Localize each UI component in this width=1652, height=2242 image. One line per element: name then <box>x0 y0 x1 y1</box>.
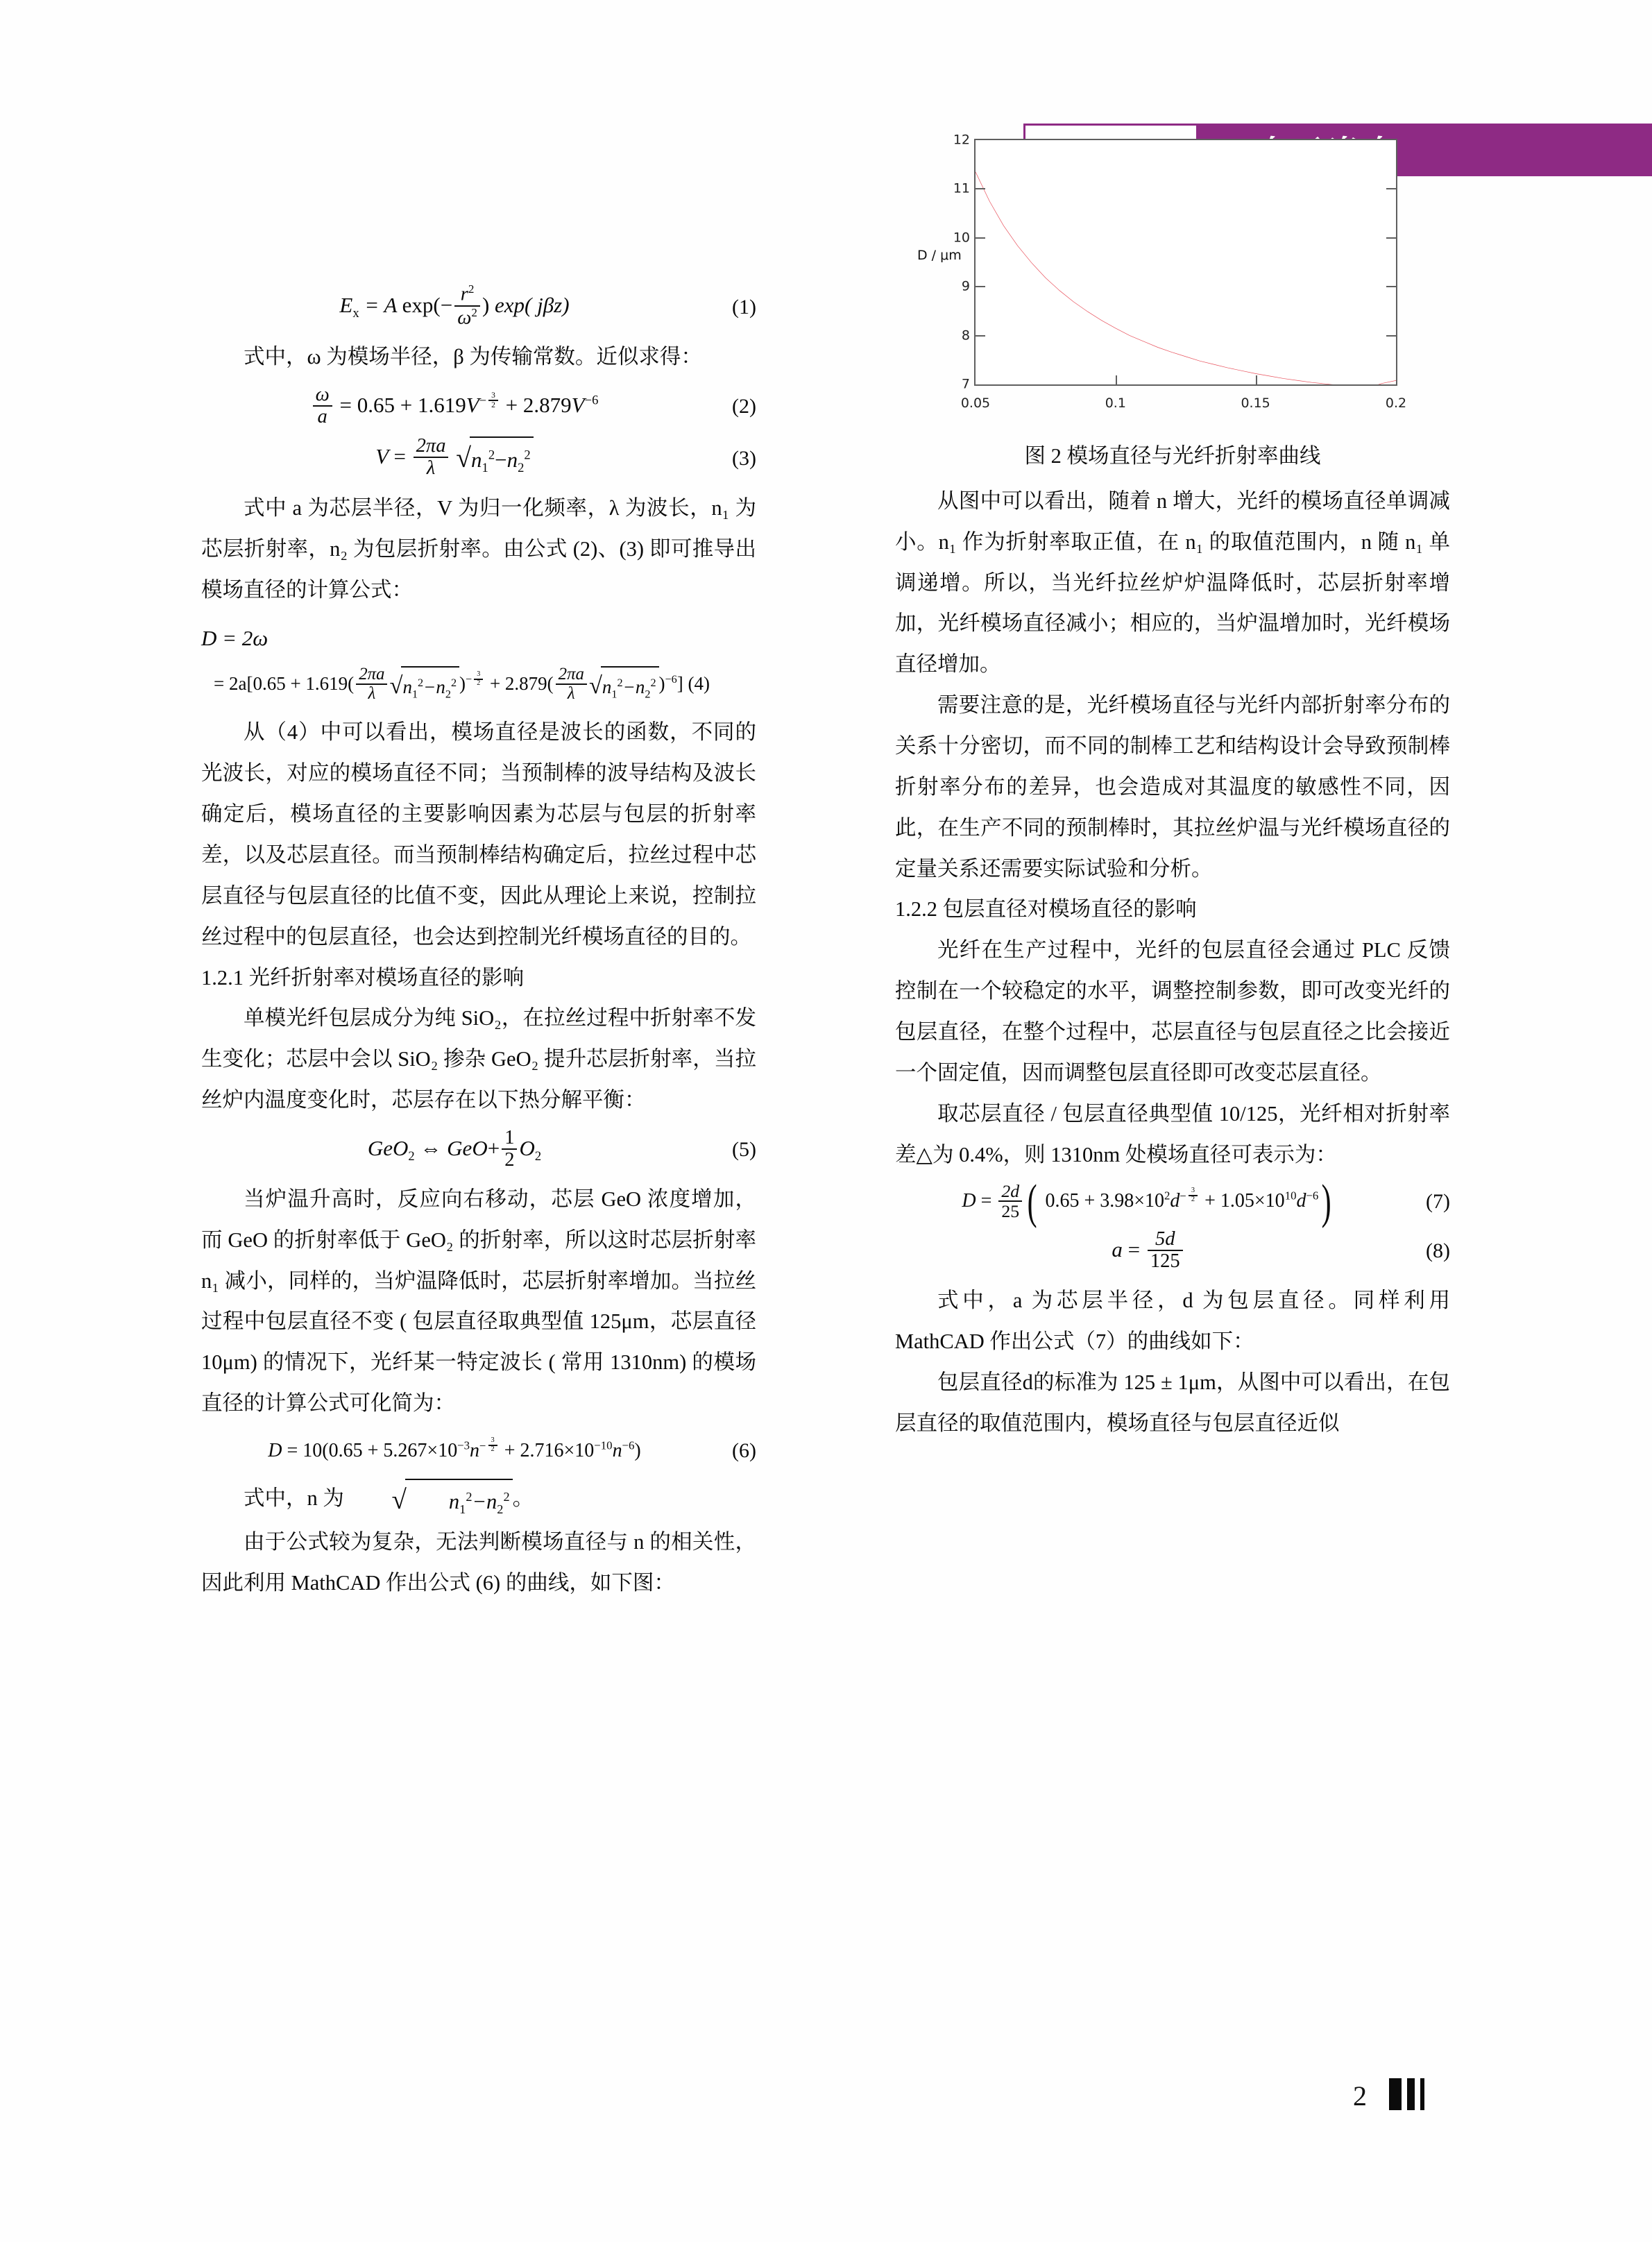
chart-ytick-mark <box>1386 286 1396 287</box>
eq4-fraction-1 <box>356 665 387 703</box>
eq1-exp1-close: ) <box>482 293 490 317</box>
eq6-sup2: −10 <box>594 1438 613 1452</box>
sqrt-icon: √ <box>588 672 602 699</box>
eq3-n1-sup: 2 <box>488 448 495 463</box>
eq8-eq: = <box>1127 1237 1141 1262</box>
eq5-rhs: GeO <box>447 1136 488 1161</box>
equation-1 <box>201 282 756 330</box>
eq4-radical-2: √ $n_1^2-n_2^2$ <box>589 666 659 706</box>
eq4-n2a: n <box>436 676 445 697</box>
eq4-tail-sup: −6 <box>665 673 677 686</box>
eq2-v2: V <box>571 393 585 418</box>
eq2-frac-den: a <box>313 405 332 427</box>
equation-1-number: (1) <box>732 295 756 319</box>
right-paragraph-5: 式中，a 为芯层半径，d 为包层直径。同样利用 MathCAD 作出公式（7）的曲线如下： <box>895 1289 1450 1354</box>
eq6-lhs: D <box>268 1439 282 1461</box>
equation-7-number: (7) <box>1426 1190 1450 1214</box>
left-paragraph-5: 当炉温升高时，反应向右移动，芯层 GeO 浓度增加，而 GeO 的折射率低于 GeO₂ 的折射率，所以这时芯层折射率 n₁ 减小，同样的，当炉温降低时，芯层折射率增加。当拉丝过程中包层直径不变 ( 包层直径取典型值 125μm，芯层直径 10μm) 的情况下，光纤某一特定波长 ( 常用 1310nm) 的模场直径的计算公式可化简为： <box>201 1187 756 1416</box>
eq3-n2-sup: 2 <box>524 448 531 463</box>
eq7-sup2: 10 <box>1284 1189 1297 1203</box>
eq1-exp1-open: exp(− <box>402 293 453 317</box>
left-paragraph-3: 从（4）中可以看出，模场直径是波长的函数，不同的光波长，对应的模场直径不同；当预制棒的波导结构及波长确定后，模场直径的主要影响因素为芯层与包层的折射率差，以及芯层直径。而当预制棒结构确定后，拉丝过程中芯层直径与包层直径的比值不变，因此从理论上来说，控制拉丝过程中的包层直径，也会达到控制光纤模场直径的目的。 <box>201 720 756 949</box>
eq7-body2: + 1.05×10 <box>1204 1190 1285 1212</box>
eq7-d1: d <box>1170 1190 1180 1212</box>
chart-ytick-12: 12 <box>953 132 970 148</box>
eq4-line1: D = 2ω <box>201 625 269 650</box>
eq4-tail: ) <box>658 673 665 695</box>
eq6-n1: n <box>470 1439 480 1461</box>
section-heading-1-2-2: 1.2.2 包层直径对模场直径的影响 <box>895 897 1197 922</box>
eq5-frac-num: 1 <box>504 1127 515 1149</box>
equation-4 <box>201 665 756 705</box>
eq6-n2: n <box>612 1439 622 1461</box>
page-footer <box>1353 2078 1617 2110</box>
eq6-close: ) <box>634 1439 641 1461</box>
equation-6 <box>201 1431 756 1471</box>
chart-xtick-mark <box>1256 375 1257 384</box>
eq6-sup3: −6 <box>622 1438 635 1452</box>
eq3-minus: − <box>495 447 507 472</box>
footer-bars-icon <box>1389 2078 1424 2110</box>
eq3-fraction <box>414 436 449 479</box>
eq7-frac-den: 25 <box>998 1200 1022 1221</box>
equation-7 <box>895 1175 1450 1230</box>
eq7-lhs: D <box>962 1190 976 1212</box>
eq2-frac-num: ω <box>315 384 330 406</box>
left-paragraph-4: 单模光纤包层成分为纯 SiO₂，在拉丝过程中折射率不发生变化；芯层中会以 SiO₂ 掺杂 GeO₂ 提升芯层折射率，当拉丝炉内温度变化时，芯层存在以下热分解平衡： <box>201 1006 756 1112</box>
equation-6-number: (6) <box>732 1439 756 1463</box>
eq1-lhs-sub: x <box>352 306 359 321</box>
figure-2-caption: 图 2 模场直径与光纤折射率曲线 <box>1024 444 1321 468</box>
right-paragraph-1: 从图中可以看出，随着 n 增大，光纤的模场直径单调减小。n₁ 作为折射率取正值，在 n₁ 的取值范围内，n 随 n₁ 单调递增。所以，当光纤拉丝炉炉温降低时，芯层折射率增加，光纤模场直径减小；相应的，当炉温增加时，光纤模场直径增加。 <box>895 489 1450 677</box>
eq7-eq: = <box>980 1190 992 1212</box>
eq2-term1: 0.65 + 1.619 <box>357 393 466 418</box>
eq3-n2-sub: 2 <box>518 461 525 476</box>
eq2-v1: V <box>466 393 479 418</box>
eq4-n2b: n <box>635 676 645 697</box>
eq6-body2: + 2.716×10 <box>504 1439 595 1461</box>
eq7-exp: − 3 2 <box>1180 1189 1200 1203</box>
eq5-frac-den: 2 <box>502 1148 517 1171</box>
chart-ytick-mark <box>976 286 985 287</box>
eq7-exp-den: 2 <box>1189 1195 1198 1204</box>
eq4-exp-den: 2 <box>474 679 483 688</box>
right-paragraph-4: 取芯层直径 / 包层直径典型值 10/125，光纤相对折射率差△为 0.4%，则 1310nm 处模场直径可表示为： <box>895 1101 1450 1166</box>
right-paragraph-6: 包层直径d的标准为 125 ± 1μm，从图中可以看出，在包层直径的取值范围内，模场直径与包层直径近似 <box>895 1370 1450 1435</box>
page-number: 2 <box>1353 2080 1367 2112</box>
eq4-exp-num: 3 <box>477 670 481 679</box>
eq4-fraction-2 <box>556 665 587 703</box>
eq6-sup1: −3 <box>457 1438 470 1452</box>
right-paragraph-2: 需要注意的是，光纤模场直径与光纤内部折射率分布的关系十分密切，而不同的制棒工艺和结构设计会导致预制棒折射率分布的差异，也会造成对其温度的敏感性不同，因此，在生产不同的预制棒时，其拉丝炉温与光纤模场直径的定量关系还需要实际试验和分析。 <box>895 693 1450 881</box>
equation-5-number: (5) <box>732 1138 756 1162</box>
chart-ytick-mark <box>1386 335 1396 337</box>
equation-5 <box>201 1128 756 1172</box>
chart-area <box>917 132 1407 423</box>
sqrt-icon: √ <box>391 1485 407 1515</box>
equation-4-number: (4) <box>688 673 710 695</box>
equation-2 <box>201 384 756 429</box>
eq1-frac-den: ω <box>457 307 472 329</box>
eq4-close: ] <box>676 673 683 695</box>
eq3-eq: = <box>393 444 406 469</box>
eq7-body: 0.65 + 3.98×10 <box>1045 1190 1165 1212</box>
chart-xtick-mark <box>1116 375 1117 384</box>
left-paragraph-7: 由于公式较为复杂，无法判断模场直径与 n 的相关性，因此利用 MathCAD 作出公式 (6) 的曲线，如下图： <box>201 1530 756 1595</box>
chart-ytick-9: 9 <box>961 278 970 294</box>
eq7-sup1: 2 <box>1164 1189 1170 1203</box>
eq1-exp2: exp( jβz) <box>495 293 570 317</box>
eq4-exp-1: − 3 2 <box>466 673 485 686</box>
eq8-lhs: a <box>1112 1237 1123 1262</box>
chart-ytick-8: 8 <box>961 328 970 343</box>
chart-y-axis-label: D / μm <box>917 248 962 263</box>
eq1-fraction <box>454 283 480 328</box>
eq6-body: 10(0.65 + 5.267×10 <box>303 1439 458 1461</box>
eq4-lead: 2a[0.65 + 1.619( <box>228 673 355 695</box>
section-heading-1-2-1: 1.2.1 光纤折射率对模场直径的影响 <box>201 965 525 990</box>
chart-ytick-10: 10 <box>953 230 970 246</box>
chart-xtick-1: 0.1 <box>1105 396 1126 411</box>
chart-ytick-7: 7 <box>961 376 970 392</box>
sqrt-icon: √ <box>456 443 472 474</box>
eq6-exp: − 3 2 <box>479 1439 500 1452</box>
eq3-n2: n <box>506 447 518 472</box>
chart-series-line <box>976 172 1396 384</box>
chart-xtick-2: 0.15 <box>1241 396 1270 411</box>
eq3-n1-sub: 1 <box>482 461 488 476</box>
eq6-eq: = <box>287 1439 298 1461</box>
chart-xtick-3: 0.2 <box>1385 396 1407 411</box>
eq4-mid: ) <box>459 673 466 695</box>
equation-8-number: (8) <box>1426 1239 1450 1263</box>
chart-plot-frame <box>953 132 1407 411</box>
chart-curve-svg <box>976 140 1396 384</box>
eq7-paren-open: ( <box>1027 1175 1037 1230</box>
sqrt-icon: √ <box>389 672 403 699</box>
equation-4-first-line <box>201 618 756 659</box>
eq5-fraction <box>502 1128 517 1171</box>
eq7-frac-num: 2d <box>1001 1180 1020 1201</box>
eq4-n1a: n <box>402 676 412 697</box>
eq4-frac1-num: 2πa <box>359 665 385 684</box>
eq2-v2-sup: −6 <box>584 393 599 408</box>
eq3-radical <box>456 436 533 481</box>
eq4-frac2-den: λ <box>556 683 587 703</box>
eq7-d2: d <box>1296 1190 1306 1212</box>
eq8-fraction <box>1148 1229 1183 1272</box>
para6-prefix: 式中，n 为 <box>244 1486 344 1510</box>
equation-8 <box>895 1229 1450 1273</box>
left-paragraph-6 <box>201 1478 756 1522</box>
eq4-eq: = <box>214 673 225 695</box>
eq5-o-sub: 2 <box>534 1149 542 1164</box>
eq8-frac-den: 125 <box>1148 1250 1183 1272</box>
eq2-v1-exp: − 3 2 <box>479 393 500 408</box>
eq3-frac-num: 2πa <box>416 434 446 457</box>
eq5-lhs: GeO <box>367 1136 409 1161</box>
eq1-frac-num-sup: 2 <box>468 282 475 296</box>
eq5-plus: + <box>487 1136 500 1161</box>
eq5-o: O <box>519 1136 535 1161</box>
eq7-fraction <box>998 1182 1022 1221</box>
eq1-eq: = <box>364 293 380 317</box>
eq5-arrow-icon: ⇔ <box>420 1136 442 1161</box>
left-paragraph-1: 式中，ω 为模场半径，β 为传输常数。近似求得： <box>244 345 702 369</box>
eq7-exp-num: 3 <box>1191 1186 1195 1194</box>
chart-ytick-mark <box>976 335 985 337</box>
chart-ytick-mark <box>1386 237 1396 239</box>
right-paragraph-3: 光纤在生产过程中，光纤的包层直径会通过 PLC 反馈控制在一个较稳定的水平，调整控制参数，即可改变光纤的包层直径，在整个过程中，芯层直径与包层直径之比会接近一个固定值，因而调整包层直径即可改变芯层直径。 <box>895 938 1450 1085</box>
para6-suffix: 。 <box>512 1486 534 1510</box>
eq1-frac-den-sup: 2 <box>471 305 477 319</box>
left-column <box>201 278 756 1604</box>
eq6-exp-den: 2 <box>488 1445 497 1454</box>
eq5-lhs-sub: 2 <box>408 1149 415 1164</box>
eq1-frac-num: r <box>460 283 468 305</box>
chart-ytick-mark <box>976 188 985 189</box>
eq1-lhs: E <box>339 293 353 317</box>
eq4-frac1-den: λ <box>356 683 387 703</box>
eq1-amplitude: A <box>384 293 397 317</box>
chart-ytick-11: 11 <box>953 181 970 197</box>
eq7-paren-close: ) <box>1321 1175 1331 1230</box>
eq7-sup3: −6 <box>1306 1189 1319 1203</box>
eq3-lhs: V <box>375 444 389 469</box>
eq2-exp-den: 2 <box>488 400 498 409</box>
figure-2 <box>895 132 1450 477</box>
chart-xtick-0: 0.05 <box>960 396 991 411</box>
right-column <box>895 132 1450 1444</box>
eq6-exp-num: 3 <box>491 1436 495 1444</box>
chart-ytick-mark <box>1386 188 1396 189</box>
eq4-radical-1: √ $n_1^2-n_2^2$ <box>389 666 459 706</box>
chart-ytick-mark <box>976 237 985 239</box>
para6-radical: √ $n_1^2-n_2^2$ <box>350 1479 513 1522</box>
left-paragraph-2: 式中 a 为芯层半径，V 为归一化频率，λ 为波长，n₁ 为芯层折射率，n₂ 为包层折射率。由公式 (2)、(3) 即可推导出模场直径的计算公式： <box>201 495 756 602</box>
eq2-eq: = <box>339 393 352 418</box>
eq2-fraction <box>313 384 332 427</box>
eq4-plus: + 2.879( <box>489 673 554 695</box>
eq3-n1: n <box>471 447 482 472</box>
eq4-n1b: n <box>602 676 612 697</box>
eq2-exp-num: 3 <box>491 391 495 400</box>
eq3-frac-den: λ <box>414 457 449 479</box>
equation-3-number: (3) <box>732 446 756 470</box>
equation-3 <box>201 436 756 481</box>
eq8-frac-num: 5d <box>1155 1228 1175 1250</box>
eq4-frac2-num: 2πa <box>558 665 584 684</box>
equation-2-number: (2) <box>732 395 756 418</box>
eq2-term2: + 2.879 <box>505 393 572 418</box>
